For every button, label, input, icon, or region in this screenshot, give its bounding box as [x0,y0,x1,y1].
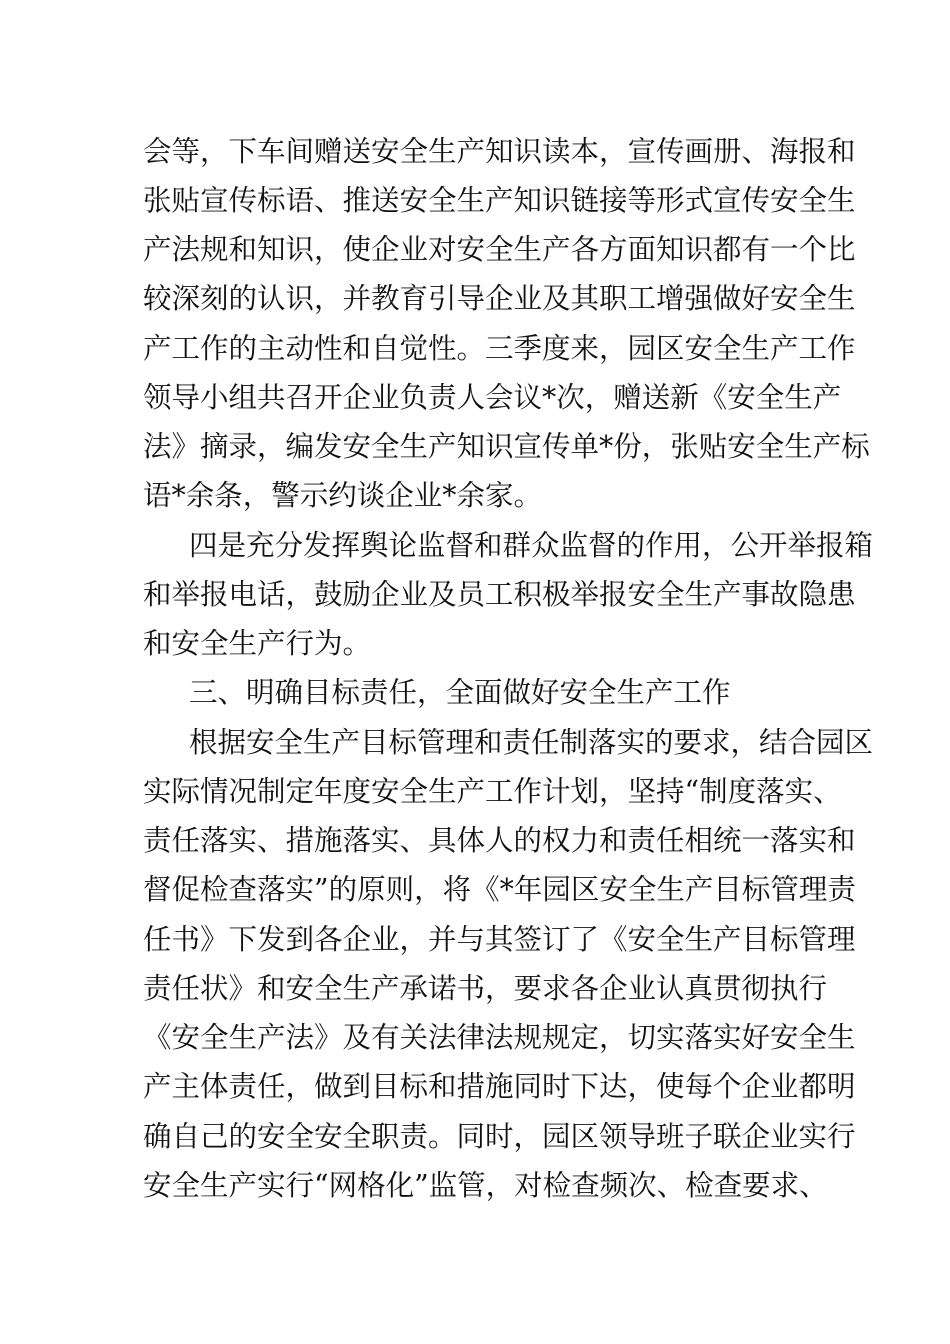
paragraph-first-line: 根据安全生产目标管理和责任制落实的要求，结合园区 [189,726,874,759]
text-line: 张贴宣传标语、推送安全生产知识链接等形式宣传安全生 [143,184,856,217]
text-line: 任书》下发到各企业，并与其签订了《安全生产目标管理 [143,923,856,956]
text-line: 确自己的安全安全职责。同时，园区领导班子联企业实行 [143,1120,856,1153]
text-line: 法》摘录，编发安全生产知识宣传单*份，张贴安全生产标 [143,430,870,463]
text-line: 领导小组共召开企业负责人会议*次，赠送新《安全生产 [143,381,842,414]
text-line: 实际情况制定年度安全生产工作计划，坚持“制度落实、 [143,775,842,808]
text-line: 和安全生产行为。 [143,627,372,660]
section-heading: 三、明确目标责任，全面做好安全生产工作 [189,676,731,709]
paragraph-first-line: 四是充分发挥舆论监督和群众监督的作用，公开举报箱 [189,529,874,562]
text-line: 责任落实、措施落实、具体人的权力和责任相统一落实和 [143,824,856,857]
text-line: 督促检查落实”的原则，将《*年园区安全生产目标管理责 [143,873,856,906]
text-line: 语*余条，警示约谈企业*余家。 [143,479,543,512]
text-line: 《安全生产法》及有关法律法规规定，切实落实好安全生 [143,1021,856,1054]
text-line: 安全生产实行“网格化”监管，对检查频次、检查要求、 [143,1169,828,1202]
text-line: 和举报电话，鼓励企业及员工积极举报安全生产事故隐患 [143,578,856,611]
text-line: 较深刻的认识，并教育引导企业及其职工增强做好安全生 [143,282,856,315]
text-line: 产法规和知识，使企业对安全生产各方面知识都有一个比 [143,233,856,266]
text-line: 产主体责任，做到目标和措施同时下达，使每个企业都明 [143,1070,856,1103]
text-line: 产工作的主动性和自觉性。三季度来，园区安全生产工作 [143,332,856,365]
text-line: 会等，下车间赠送安全生产知识读本，宣传画册、海报和 [143,135,856,168]
text-line: 责任状》和安全生产承诺书，要求各企业认真贯彻执行 [143,972,828,1005]
